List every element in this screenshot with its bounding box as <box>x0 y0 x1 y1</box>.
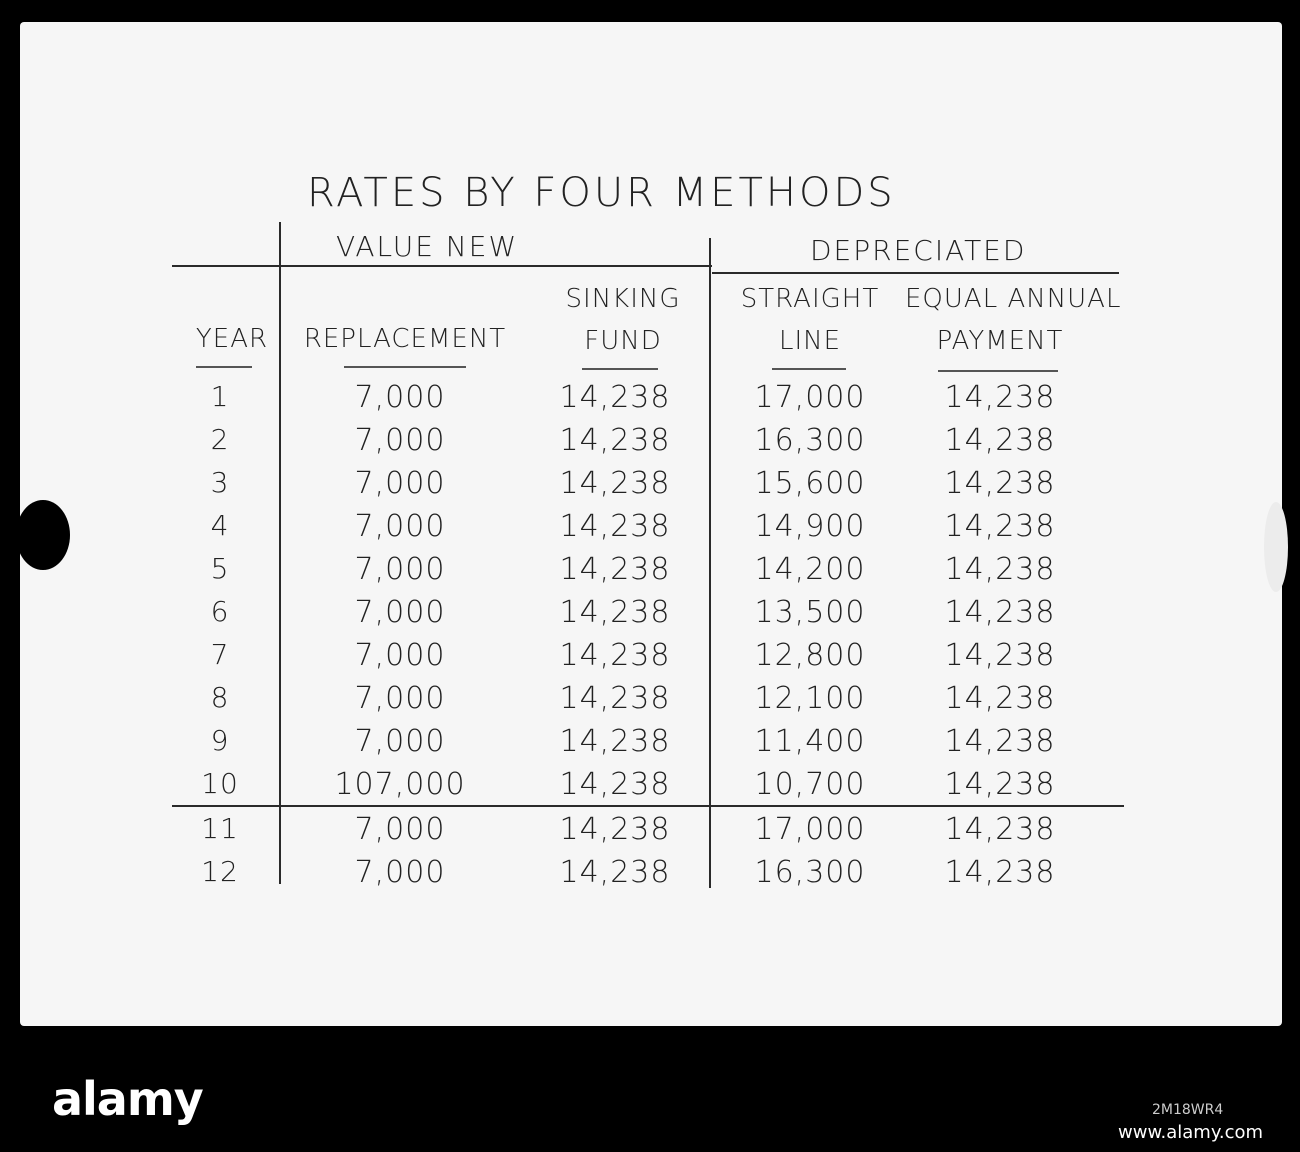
year-cell: 3 <box>210 466 230 499</box>
year-cell: 6 <box>210 595 230 628</box>
sinking-fund-cell: 14,238 <box>559 595 671 630</box>
header-rule-right <box>712 272 1119 274</box>
column-header-year: YEAR <box>195 324 269 354</box>
straight-line-cell: 15,600 <box>754 466 866 501</box>
underline-replacement <box>344 366 466 368</box>
underline-straight-line <box>772 368 846 370</box>
vertical-rule-depreciated <box>709 238 711 888</box>
year-cell: 7 <box>210 638 230 671</box>
equal-annual-payment-cell: 14,238 <box>944 767 1056 802</box>
replacement-cell: 7,000 <box>354 638 446 673</box>
equal-annual-payment-cell: 14,238 <box>944 423 1056 458</box>
sinking-fund-cell: 14,238 <box>559 423 671 458</box>
column-header-replacement: REPLACEMENT <box>303 324 507 354</box>
replacement-cell: 7,000 <box>354 855 446 890</box>
equal-annual-payment-cell: 14,238 <box>944 724 1056 759</box>
year-cell: 11 <box>201 812 239 845</box>
column-header-payment: PAYMENT <box>936 326 1064 356</box>
replacement-cell: 7,000 <box>354 595 446 630</box>
straight-line-cell: 14,200 <box>754 552 866 587</box>
alamy-logo: alamy <box>52 1072 203 1126</box>
equal-annual-payment-cell: 14,238 <box>944 466 1056 501</box>
straight-line-cell: 12,100 <box>754 681 866 716</box>
plate-edge-shadow <box>1264 502 1288 592</box>
sinking-fund-cell: 14,238 <box>559 552 671 587</box>
sinking-fund-cell: 14,238 <box>559 767 671 802</box>
equal-annual-payment-cell: 14,238 <box>944 595 1056 630</box>
year-cell: 8 <box>210 681 230 714</box>
replacement-cell: 107,000 <box>334 767 466 802</box>
replacement-cell: 7,000 <box>354 466 446 501</box>
replacement-cell: 7,000 <box>354 724 446 759</box>
replacement-cell: 7,000 <box>354 552 446 587</box>
column-header-equal-annual: EQUAL ANNUAL <box>905 284 1122 314</box>
column-header-line: LINE <box>778 326 842 356</box>
year-cell: 1 <box>210 380 230 413</box>
year-cell: 12 <box>201 855 239 888</box>
sinking-fund-cell: 14,238 <box>559 855 671 890</box>
straight-line-cell: 10,700 <box>754 767 866 802</box>
image-id: 2M18WR4 <box>1152 1102 1224 1118</box>
straight-line-cell: 17,000 <box>754 380 866 415</box>
straight-line-cell: 14,900 <box>754 509 866 544</box>
straight-line-cell: 11,400 <box>754 724 866 759</box>
straight-line-cell: 16,300 <box>754 855 866 890</box>
sinking-fund-cell: 14,238 <box>559 509 671 544</box>
sinking-fund-cell: 14,238 <box>559 638 671 673</box>
sinking-fund-cell: 14,238 <box>559 681 671 716</box>
equal-annual-payment-cell: 14,238 <box>944 509 1056 544</box>
group-header-value-new: VALUE NEW <box>336 230 519 263</box>
equal-annual-payment-cell: 14,238 <box>944 552 1056 587</box>
replacement-cell: 7,000 <box>354 681 446 716</box>
replacement-cell: 7,000 <box>354 509 446 544</box>
year-cell: 4 <box>210 509 230 542</box>
year-cell: 9 <box>210 724 230 757</box>
sinking-fund-cell: 14,238 <box>559 812 671 847</box>
plate-notch <box>16 500 70 570</box>
sinking-fund-cell: 14,238 <box>559 466 671 501</box>
header-rule-left <box>172 265 712 267</box>
straight-line-cell: 17,000 <box>754 812 866 847</box>
straight-line-cell: 12,800 <box>754 638 866 673</box>
row-divider-rule <box>172 805 1124 807</box>
year-cell: 10 <box>201 767 239 800</box>
straight-line-cell: 16,300 <box>754 423 866 458</box>
underline-year <box>196 366 252 368</box>
underline-equal-annual <box>938 370 1058 372</box>
column-header-sinking: SINKING <box>565 284 681 314</box>
year-cell: 2 <box>210 423 230 456</box>
replacement-cell: 7,000 <box>354 380 446 415</box>
equal-annual-payment-cell: 14,238 <box>944 380 1056 415</box>
sinking-fund-cell: 14,238 <box>559 380 671 415</box>
sinking-fund-cell: 14,238 <box>559 724 671 759</box>
underline-sinking-fund <box>582 368 658 370</box>
equal-annual-payment-cell: 14,238 <box>944 681 1056 716</box>
equal-annual-payment-cell: 14,238 <box>944 638 1056 673</box>
column-header-fund: FUND <box>584 326 662 356</box>
year-cell: 5 <box>210 552 230 585</box>
replacement-cell: 7,000 <box>354 812 446 847</box>
watermark-url: www.alamy.com <box>1118 1122 1264 1143</box>
equal-annual-payment-cell: 14,238 <box>944 812 1056 847</box>
group-header-depreciated: DEPRECIATED <box>810 234 1027 267</box>
column-header-straight: STRAIGHT <box>740 284 880 314</box>
page-title: RATES BY FOUR METHODS <box>307 170 896 216</box>
equal-annual-payment-cell: 14,238 <box>944 855 1056 890</box>
replacement-cell: 7,000 <box>354 423 446 458</box>
straight-line-cell: 13,500 <box>754 595 866 630</box>
